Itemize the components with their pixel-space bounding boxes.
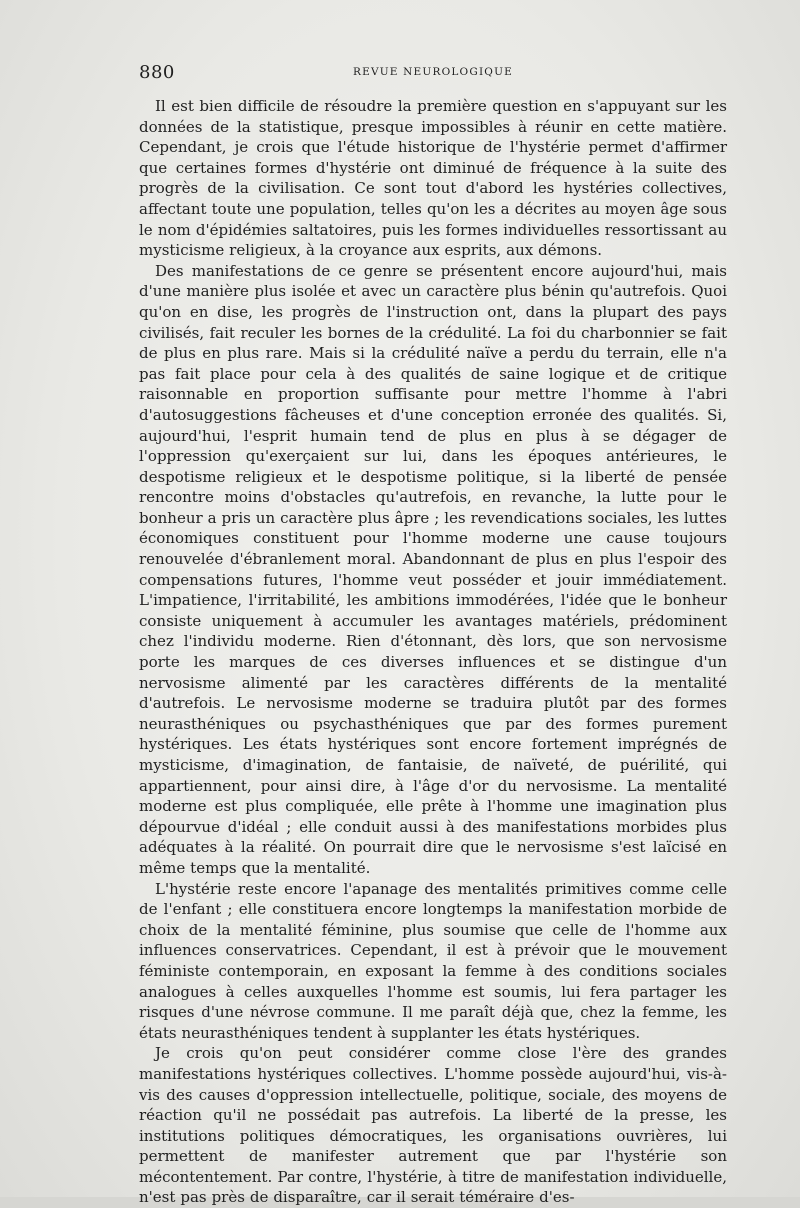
page-number: 880 <box>139 62 175 83</box>
running-head <box>139 62 727 86</box>
paragraph: Des manifestations de ce genre se présentent encore aujourd'hui, mais d'une manière plus isolée et avec un caractère plus bénin qu'autrefois. Quoi qu'on en dise, les progrès de l'instruction ont, dans la plupart des pays civilisés, fait reculer les bornes de la crédulité. La foi du charbonnier se fait de plus en plus rare. Mais si la crédulité naïve a perdu du terrain, elle n'a pas fait place pour cela à des qualités de saine logique et de critique raisonnable en proportion suffisante pour mettre l'homme à l'abri d'autosuggestions fâcheuses et d'une conception erronée des qualités. Si, aujourd'hui, l'esprit humain tend de plus en plus à se dégager de l'oppression qu'exerçaient sur lui, dans les époques antérieures, le despotisme religieux et le despotisme politique, si la liberté de pensée rencontre moins d'obstacles qu'autrefois, en revanche, la lutte pour le bonheur a pris un caractère plus âpre ; les revendications sociales, les luttes économiques constituent pour l'homme moderne une cause toujours renouvelée d'ébranlement moral. Abandonnant de plus en plus l'espoir des compensations futures, l'homme veut posséder et jouir immédiatement. L'impatience, l'irritabilité, les ambitions immodérées, l'idée que le bonheur consiste uniquement à accumuler les avantages matériels, prédominent chez l'individu moderne. Rien d'étonnant, dès lors, que son nervosisme porte les marques de ces diverses influences et se distingue d'un nervosisme alimenté par les caractères différents de la mentalité d'autrefois. Le nervosisme moderne se traduira plutôt par des formes neurasthéniques ou psychasthéniques que par des formes purement hystériques. Les états hystériques sont encore fortement imprégnés de mysticisme, d'imagination, de fantaisie, de naïveté, de puérilité, qui appartiennent, pour ainsi dire, à l'âge d'or du nervosisme. La mentalité moderne est plus compliquée, elle prête à l'homme une imagination plus dépourvue d'idéal ; elle conduit aussi à des manifestations morbides plus adéquates à la réalité. On pourrait dire que le nervosisme s'est laïcisé en même temps que la mentalité. <box>139 261 727 877</box>
article-body <box>139 96 727 1208</box>
paragraph: Il est bien difficile de résoudre la première question en s'appuyant sur les données de la statistique, presque impossibles à réunir en cette matière. Cependant, je crois que l'étude historique de l'hystérie permet d'affirmer que certaines formes d'hystérie ont diminué de fréquence à la suite des progrès de la civilisation. Ce sont tout d'abord les hystéries collectives, affectant toute une population, telles qu'on les a décrites au moyen âge sous le nom d'épidémies saltatoires, puis les formes individuelles ressortissant au mysticisme religieux, à la croyance aux esprits, aux démons. <box>139 97 727 260</box>
paragraph: L'hystérie reste encore l'apanage des mentalités primitives comme celle de l'enfant ; elle constituera encore longtemps la manifestation morbide de choix de la mentalité féminine, plus soumise que celle de l'homme aux influences conservatrices. Cependant, il est à prévoir que le mouvement féministe contemporain, en exposant la femme à des conditions sociales analogues à celles auxquelles l'homme est soumis, lui fera partager les risques d'une névrose commune. Il me paraît déjà que, chez la femme, les états neurasthéniques tendent à supplanter les états hystériques. <box>139 879 727 1042</box>
paragraph: Je crois qu'on peut considérer comme close l'ère des grandes manifestations hystériques collectives. L'homme possède aujourd'hui, vis-à-vis des causes d'oppression intellectuelle, politique, sociale, des moyens de réaction qu'il ne possédait pas autrefois. La liberté de la presse, les institutions politiques démocratiques, les organisations ouvrières, lui permettent de manifester autrement que par l'hystérie son mécontentement. Par contre, l'hystérie, à titre de manifestation individuelle, n'est pas près de disparaître, car il serait téméraire d'es- <box>139 1044 727 1207</box>
journal-title: REVUE NEUROLOGIQUE <box>352 66 514 78</box>
